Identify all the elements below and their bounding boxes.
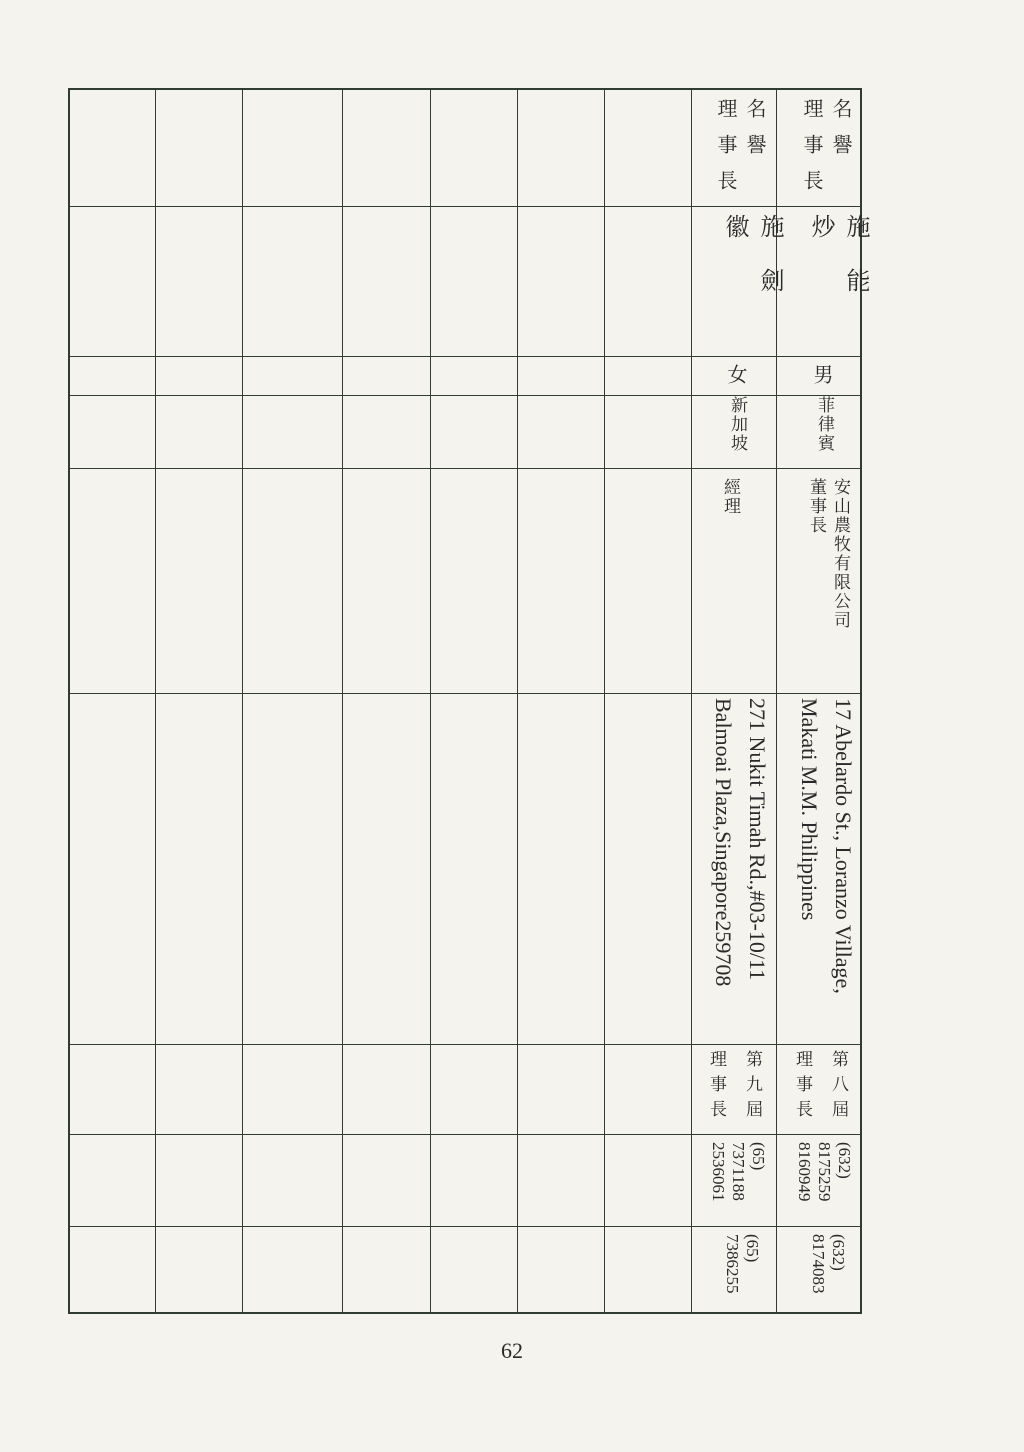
- page-number: 62: [501, 1338, 523, 1363]
- record-2-address: 271 Nukit Timah Rd.,#03-10/11 Balmoai Plaza,Singapore259708: [711, 698, 770, 987]
- record-2-fax: (65) 7386255: [723, 1234, 762, 1294]
- record-2-title: 名譽 理事長: [714, 98, 767, 206]
- record-2-gender: 女: [724, 364, 748, 400]
- row-divider: [70, 206, 860, 207]
- column-divider: [604, 90, 605, 1312]
- record-1-title: 名譽 理事長: [800, 98, 853, 206]
- row-divider: [70, 1044, 860, 1045]
- column-divider: [430, 90, 431, 1312]
- column-divider: [691, 90, 692, 1312]
- column-divider: [155, 90, 156, 1312]
- record-1-term: 第八屆 理事長: [792, 1050, 848, 1125]
- column-divider: [517, 90, 518, 1312]
- record-2-phone: (65) 7371188 2536061: [709, 1142, 768, 1202]
- row-divider: [70, 693, 860, 694]
- record-1-address: 17 Abelardo St., Loranzo Village, Makati M.M. Philippines: [797, 698, 856, 994]
- record-1-position: 安山農牧有限公司 董事長: [806, 478, 850, 630]
- record-2-term: 第九屆 理事長: [706, 1050, 762, 1125]
- record-1-gender: 男: [810, 364, 834, 400]
- record-1-fax: (632) 8174083: [809, 1234, 848, 1294]
- column-divider: [342, 90, 343, 1312]
- record-1-country: 菲律賓: [814, 396, 834, 453]
- row-divider: [70, 468, 860, 469]
- row-divider: [70, 356, 860, 357]
- row-divider: [70, 1226, 860, 1227]
- record-2-name: 施劍徽: [721, 214, 784, 322]
- row-divider: [70, 1134, 860, 1135]
- record-2-country: 新加坡: [727, 396, 747, 453]
- column-divider: [242, 90, 243, 1312]
- registry-table: [68, 88, 870, 1314]
- record-1-name: 施能炒: [807, 214, 870, 322]
- record-1-phone: (632) 8175259 8160949: [795, 1142, 854, 1202]
- record-2-position: 經理: [720, 478, 740, 516]
